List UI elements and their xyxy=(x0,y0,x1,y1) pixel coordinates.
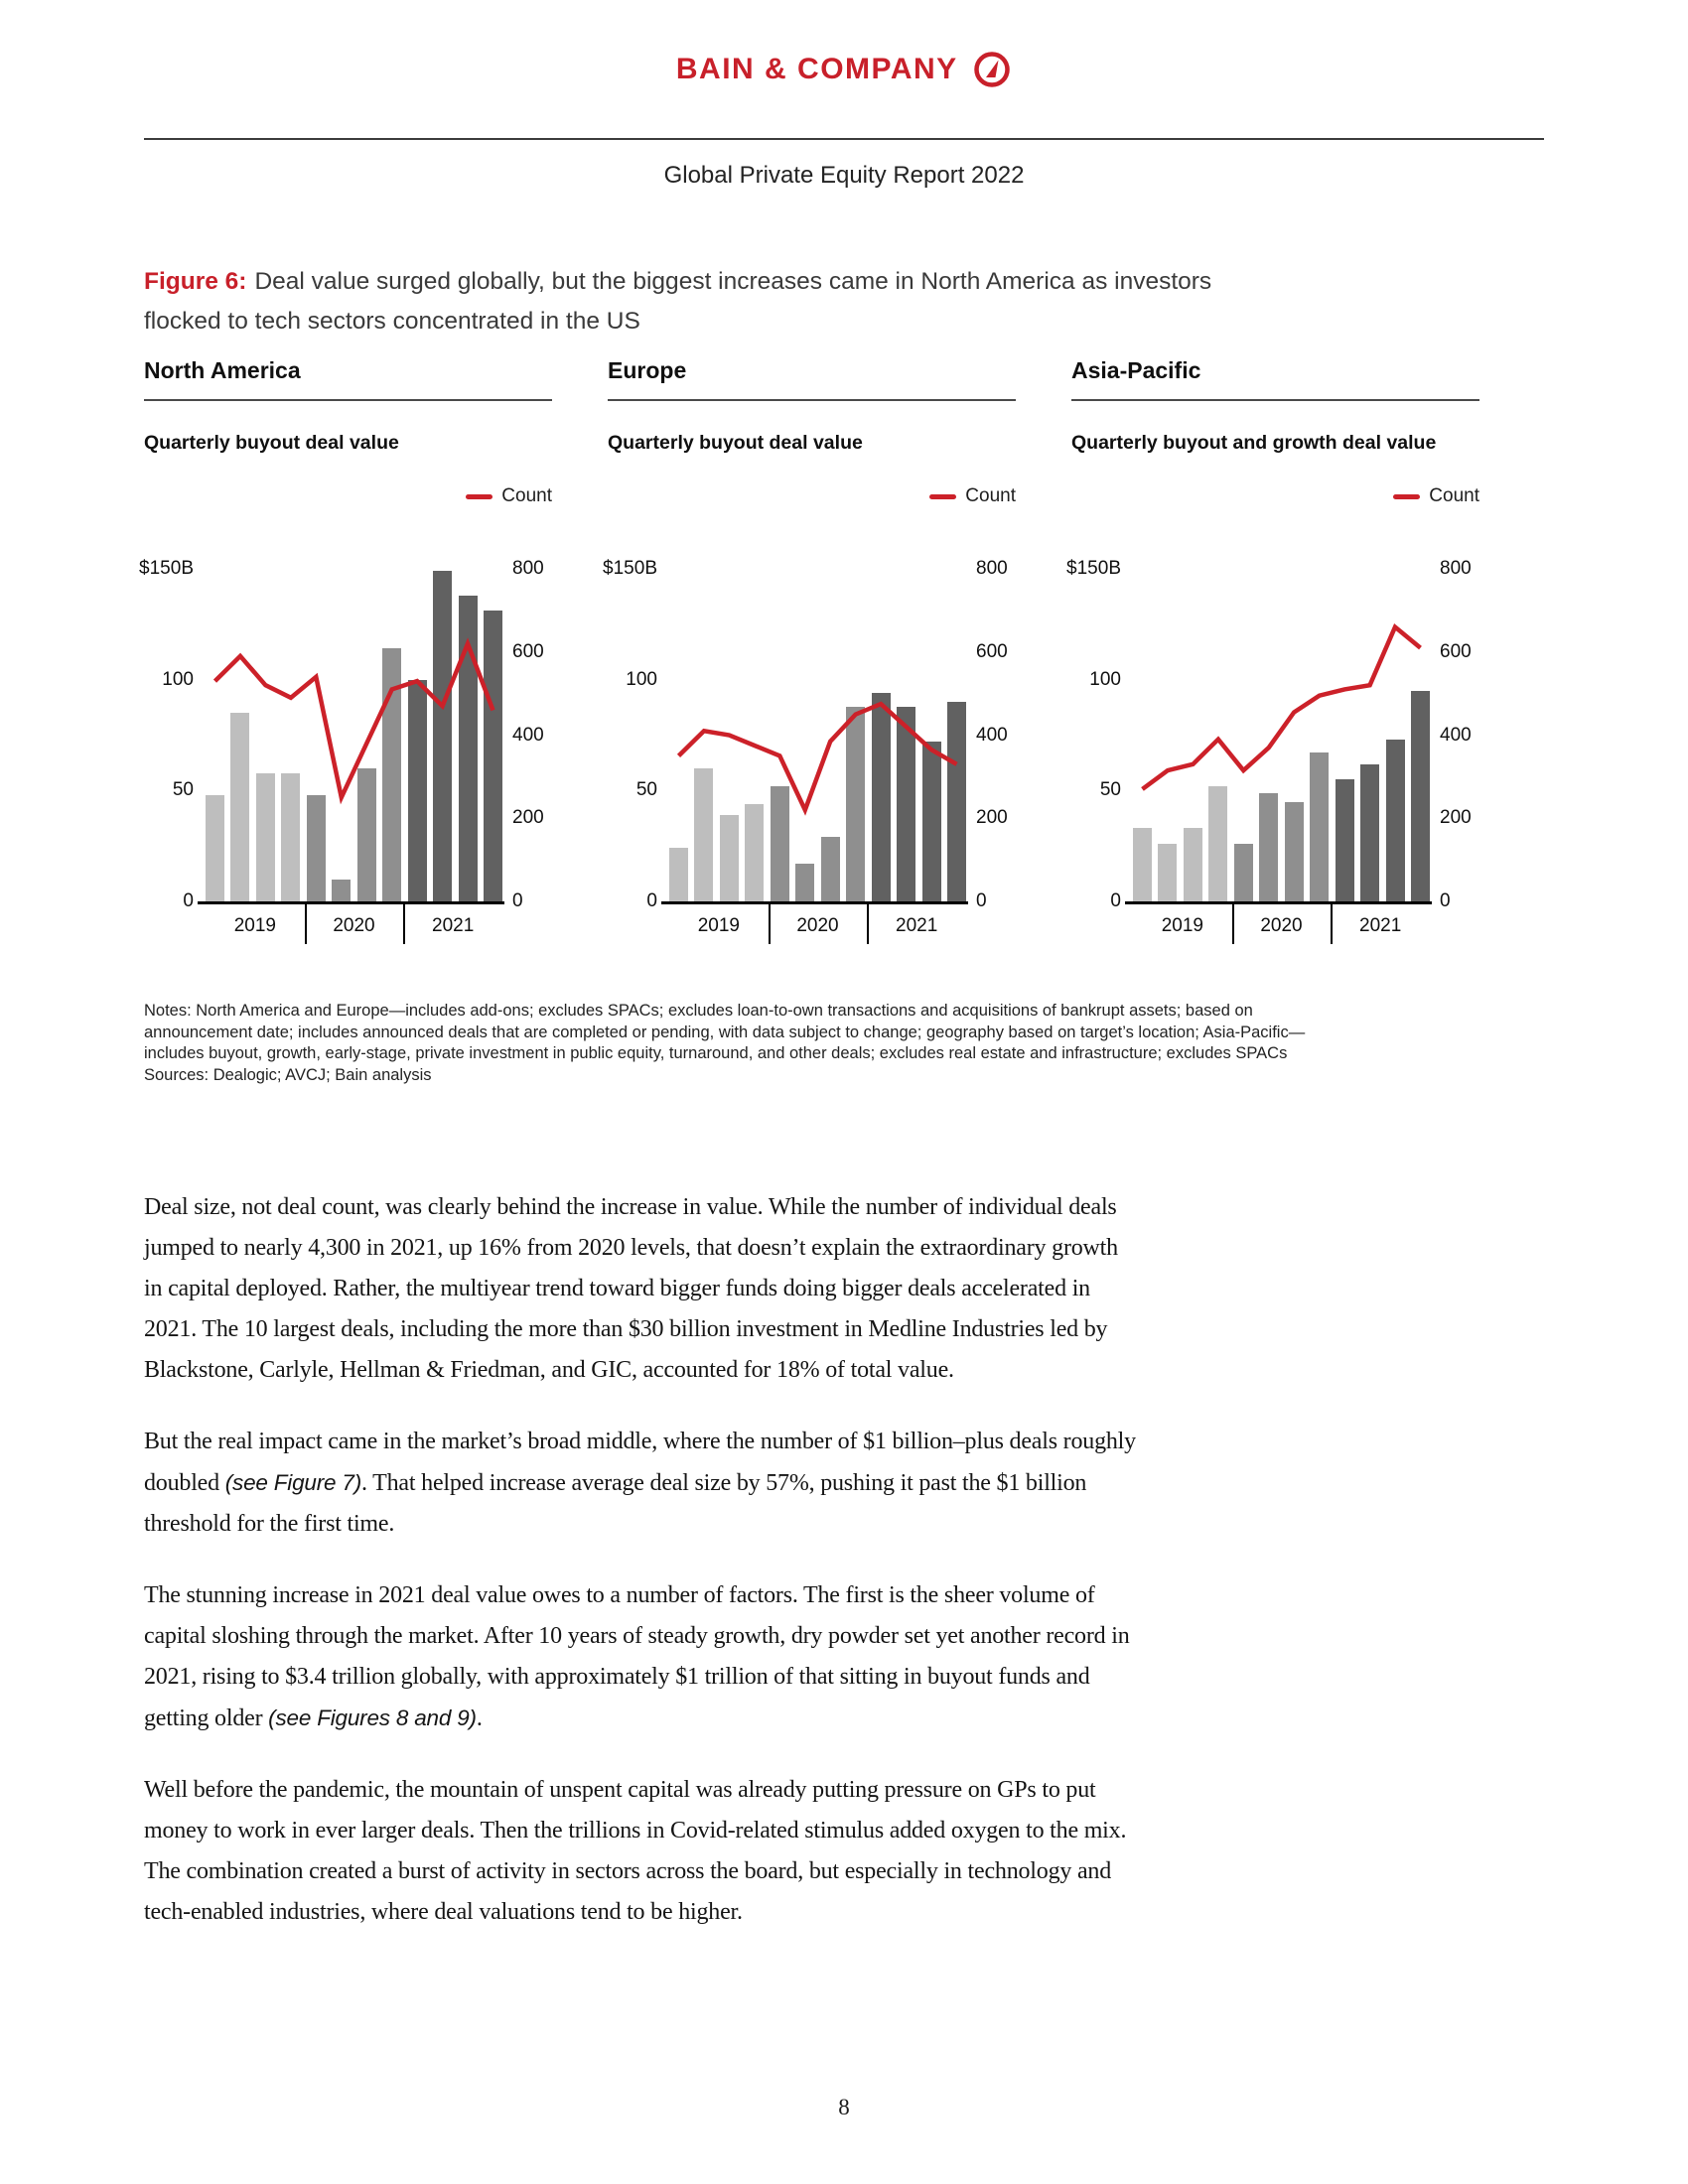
left-axis-label: 50 xyxy=(1099,779,1121,801)
chart-legend xyxy=(144,485,552,507)
paragraph-text: Well before the pandemic, the mountain of unspent capital was already putting pressure on GPs to put money to work in ever larger deals. Then the trillions in Covid-related stimulus added oxygen to the mix. The combination created a burst of activity in sectors across the board, but especially in technology and tech-enabled industries, where deal valuations tend to be higher. xyxy=(144,1777,1127,1925)
page-number: 8 xyxy=(838,2095,850,2119)
chart-column-north-america xyxy=(139,357,552,947)
legend-count-label: Count xyxy=(965,485,1016,506)
right-axis-label: 200 xyxy=(1440,807,1472,829)
year-divider xyxy=(867,901,869,944)
bain-logo-text: BAIN & COMPANY xyxy=(675,53,958,85)
paragraph xyxy=(144,1422,1137,1545)
year-divider xyxy=(1232,901,1234,944)
chart-subtitle: Quarterly buyout and growth deal value xyxy=(1071,432,1437,454)
year-divider xyxy=(1331,901,1333,944)
left-axis-label: 100 xyxy=(1089,668,1121,690)
paragraph xyxy=(144,1770,1137,1933)
count-line xyxy=(206,569,502,901)
year-label-2021: 2021 xyxy=(432,915,475,936)
count-line xyxy=(1133,569,1430,901)
year-label-2019: 2019 xyxy=(697,915,740,936)
count-line-legend-icon xyxy=(466,494,492,499)
chart-legend xyxy=(608,485,1016,507)
left-axis-label: 0 xyxy=(183,890,194,911)
chart-region-title-north-america: North America xyxy=(144,357,552,401)
year-label-2021: 2021 xyxy=(1359,915,1402,936)
right-axis-label: 200 xyxy=(976,807,1008,829)
right-axis-label: 0 xyxy=(1440,890,1451,911)
left-axis-label: $150B xyxy=(603,558,657,579)
right-axis-label: 400 xyxy=(512,724,544,746)
body-text xyxy=(144,1187,1137,1964)
left-axis-label: $150B xyxy=(1066,558,1121,579)
chart-plot xyxy=(1066,558,1472,911)
chart-region-title-europe: Europe xyxy=(608,357,1016,401)
chart-notes xyxy=(144,1001,1415,1086)
right-axis-label: 400 xyxy=(976,724,1008,746)
left-axis-label: 0 xyxy=(1110,890,1121,911)
right-axis-label: 0 xyxy=(976,890,987,911)
year-label-2020: 2020 xyxy=(333,915,375,936)
chart-column-europe xyxy=(603,357,1016,947)
report-title: Global Private Equity Report 2022 xyxy=(663,162,1025,189)
right-axis-label: 800 xyxy=(1440,558,1472,579)
year-label-2020: 2020 xyxy=(796,915,839,936)
left-axis-label: 50 xyxy=(172,779,194,801)
paragraph-text: . xyxy=(476,1706,483,1731)
year-label-2019: 2019 xyxy=(1161,915,1203,936)
legend-count-label: Count xyxy=(501,485,552,506)
left-axis-label: $150B xyxy=(139,558,194,579)
header-divider xyxy=(144,138,1544,140)
note-line: announcement date; includes announced deals that are completed or pending, with data subject to change; geography based on target’s location; Asia-Pacific— xyxy=(144,1023,1306,1041)
figure-reference: (see Figure 7) xyxy=(224,1470,361,1495)
paragraph-text: The stunning increase in 2021 deal value owes to a number of factors. The first is the sheer volume of capital sloshing through the market. After 10 years of steady growth, dry powder set yet another record in 2021, rising to $3.4 trillion globally, with approximately $1 trillion of that sitting in buyout funds and getting older xyxy=(144,1582,1130,1731)
figure-caption-text: Deal value surged globally, but the biggest increases came in North America as investors flocked to tech sectors concentrated in the US xyxy=(144,268,1212,335)
right-axis-label: 600 xyxy=(976,640,1008,662)
year-divider xyxy=(403,901,405,944)
count-line xyxy=(669,569,966,901)
paragraph xyxy=(144,1187,1137,1391)
left-axis-label: 0 xyxy=(646,890,657,911)
chart-plot xyxy=(603,558,1008,911)
figure-caption xyxy=(144,262,1266,341)
year-label-2019: 2019 xyxy=(233,915,276,936)
year-divider xyxy=(769,901,771,944)
charts-row xyxy=(139,357,1479,947)
paragraph-text: Deal size, not deal count, was clearly behind the increase in value. While the number of individual deals jumped to nearly 4,300 in 2021, up 16% from 2020 levels, that doesn’t explain the extraordinary growth in capital deployed. Rather, the multiyear trend toward bigger funds doing bigger deals accelerated in 2021. The 10 largest deals, including the more than $30 billion investment in Medline Industries led by Blackstone, Carlyle, Hellman & Friedman, and GIC, accounted for 18% of total value. xyxy=(144,1194,1118,1383)
right-axis-label: 800 xyxy=(976,558,1008,579)
count-line-legend-icon xyxy=(929,494,956,499)
bain-compass-icon xyxy=(972,50,1012,89)
right-axis-label: 800 xyxy=(512,558,544,579)
chart-region-title-asia-pacific: Asia-Pacific xyxy=(1071,357,1479,401)
bain-logo xyxy=(0,50,1688,89)
chart-plot xyxy=(139,558,544,911)
left-axis-label: 100 xyxy=(162,668,194,690)
paragraph-text: But the real impact came in the market’s broad middle, where the number of $1 billion–plus deals roughly doubled xyxy=(144,1429,1136,1496)
right-axis-label: 600 xyxy=(1440,640,1472,662)
year-divider xyxy=(305,901,307,944)
right-axis-label: 400 xyxy=(1440,724,1472,746)
paragraph-text: . That helped increase average deal size by 57%, pushing it past the $1 billion threshold for the first time. xyxy=(144,1470,1087,1537)
chart-subtitle: Quarterly buyout deal value xyxy=(608,432,863,454)
sources-line: Sources: Dealogic; AVCJ; Bain analysis xyxy=(144,1065,432,1084)
chart-column-asia-pacific xyxy=(1066,357,1479,947)
figure-label: Figure 6: xyxy=(144,268,247,295)
right-axis-label: 0 xyxy=(512,890,523,911)
x-axis xyxy=(669,901,966,947)
x-axis xyxy=(206,901,502,947)
note-line: includes buyout, growth, early-stage, private investment in public equity, turnaround, and other deals; excludes real estate and infrastructure; excludes SPACs xyxy=(144,1044,1288,1062)
year-label-2021: 2021 xyxy=(896,915,938,936)
left-axis-label: 100 xyxy=(626,668,657,690)
count-line-legend-icon xyxy=(1393,494,1420,499)
x-axis xyxy=(1133,901,1430,947)
left-axis-label: 50 xyxy=(635,779,657,801)
figure-reference: (see Figures 8 and 9) xyxy=(268,1706,477,1730)
note-line: Notes: North America and Europe—includes add-ons; excludes SPACs; excludes loan-to-own transactions and acquisitions of bankrupt assets; based on xyxy=(144,1002,1253,1020)
chart-subtitle: Quarterly buyout deal value xyxy=(144,432,399,454)
legend-count-label: Count xyxy=(1429,485,1479,506)
chart-legend xyxy=(1071,485,1479,507)
year-label-2020: 2020 xyxy=(1260,915,1303,936)
right-axis-label: 600 xyxy=(512,640,544,662)
right-axis-label: 200 xyxy=(512,807,544,829)
paragraph xyxy=(144,1575,1137,1739)
